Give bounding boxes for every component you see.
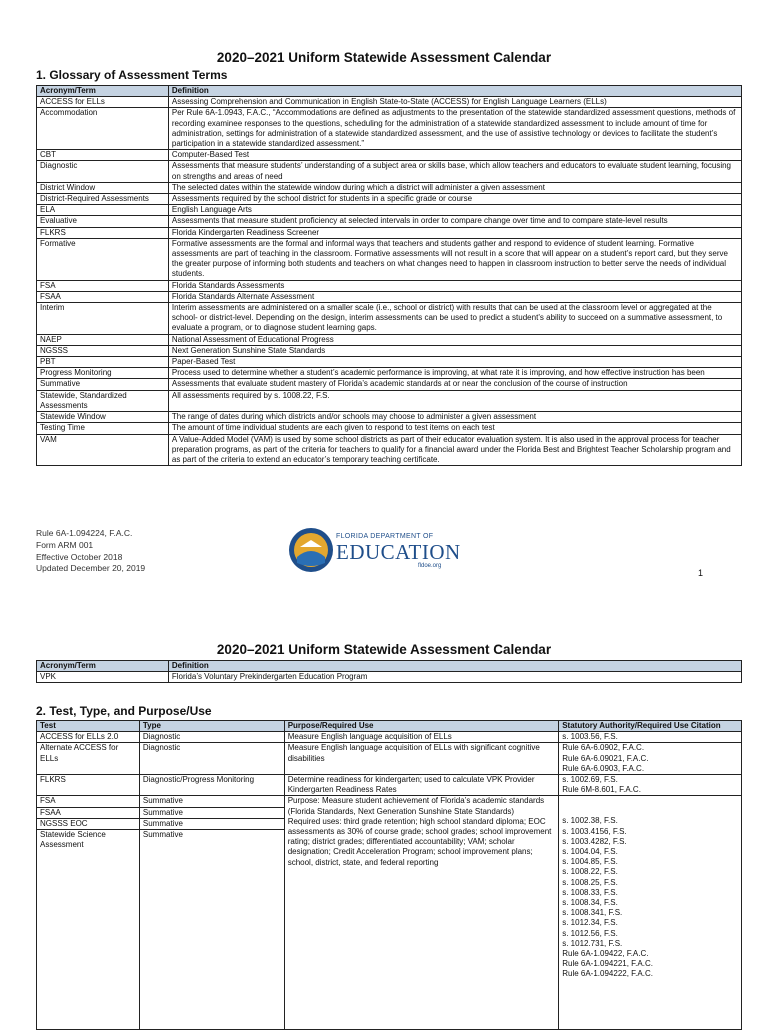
column-header-test: Test (37, 721, 140, 732)
glossary-term: Statewide, Standardized Assessments (37, 390, 169, 411)
test-type: Diagnostic (139, 743, 284, 775)
page-gap (0, 595, 768, 625)
glossary-term: District-Required Assessments (37, 194, 169, 205)
test-type: Summative (139, 796, 284, 807)
column-header-definition: Definition (168, 86, 741, 97)
glossary-row (37, 672, 742, 683)
test-type: Summative (139, 830, 284, 1030)
glossary-definition: Florida Standards Assessments (168, 280, 741, 291)
glossary-row (37, 357, 742, 368)
glossary-term: Diagnostic (37, 161, 169, 182)
glossary-term: Testing Time (37, 423, 169, 434)
test-name: NGSSS EOC (37, 818, 140, 829)
citation-line: s. 1002.38, F.S. (562, 816, 618, 826)
glossary-definition: Next Generation Sunshine State Standards (168, 345, 741, 356)
logo-education: EDUCATION (336, 540, 461, 564)
citation-line: s. 1003.4282, F.S. (562, 836, 627, 846)
column-header-term: Acronym/Term (37, 86, 169, 97)
glossary-definition: Per Rule 6A-1.0943, F.A.C., “Accommodations are defined as adjustments to the presentation of the statewide standardized assessment questions, methods of recording examinee responses to the questions, scheduling for the administration of a statewide standardized assessment to include amount of time for administration, settings for administration of a statewide standardized assessment, and the use of assistive technology or devices to facilitate the student’s participation in a statewide standardized assessment.” (168, 108, 741, 150)
glossary-row (37, 161, 742, 182)
glossary-definition: The range of dates during which districts and/or schools may choose to administer a given assessment (168, 412, 741, 423)
citation-line: s. 1008.34, F.S. (562, 898, 618, 908)
glossary-row (37, 238, 742, 280)
glossary-definition: Assessing Comprehension and Communication in English State-to-State (ACCESS) for English Language Learners (ELLs) (168, 97, 741, 108)
test-type: Summative (139, 807, 284, 818)
glossary-term: Interim (37, 303, 169, 335)
citation-line: s. 1008.341, F.S. (562, 908, 623, 918)
test-row (37, 743, 742, 775)
test-purpose: Measure English language acquisition of ELLs (284, 732, 559, 743)
glossary-term: FSAA (37, 291, 169, 302)
glossary-definition: Computer-Based Test (168, 150, 741, 161)
glossary-definition: The amount of time individual students are each given to respond to test items on each test (168, 423, 741, 434)
glossary-definition: A Value-Added Model (VAM) is used by some school districts as part of their educator evaluation system. It is also used in the approval process for teacher preparation programs, as part of the criteria for teachers to qualify for a financial award under the Florida Best and Brightest Teacher Scholarship program and as part of the criteria to extend an educator’s temporary teaching certificate. (168, 434, 741, 466)
glossary-term: Progress Monitoring (37, 368, 169, 379)
glossary-definition: The selected dates within the statewide window during which a district will administer a given assessment (168, 182, 741, 193)
glossary-row (37, 334, 742, 345)
glossary-row (37, 434, 742, 466)
glossary-term: Formative (37, 238, 169, 280)
glossary-term: NAEP (37, 334, 169, 345)
page-number: 1 (698, 568, 704, 578)
test-name: Alternate ACCESS for ELLs (37, 743, 140, 775)
glossary-row (37, 379, 742, 390)
fldoe-logo (288, 525, 461, 575)
document-title: 2020–2021 Uniform Statewide Assessment Calendar (216, 642, 552, 657)
glossary-row (37, 216, 742, 227)
glossary-row (37, 150, 742, 161)
test-group-citations (559, 796, 742, 1030)
logo-url: fldoe.org (418, 563, 442, 569)
glossary-term: VAM (37, 434, 169, 466)
glossary-term: FLKRS (37, 227, 169, 238)
glossary-term: NGSSS (37, 345, 169, 356)
citation-line: s. 1012.34, F.S. (562, 918, 618, 928)
glossary-term: Accommodation (37, 108, 169, 150)
glossary-definition: Florida’s Voluntary Prekindergarten Education Program (168, 672, 741, 683)
page-2 (0, 625, 768, 1024)
glossary-row (37, 291, 742, 302)
glossary-term: VPK (37, 672, 169, 683)
glossary-term: PBT (37, 357, 169, 368)
glossary-definition: Assessments required by the school district for students in a specific grade or course (168, 194, 741, 205)
glossary-row (37, 423, 742, 434)
glossary-row (37, 194, 742, 205)
purpose-text: Purpose: Measure student achievement of Florida’s academic standards (Florida Standards, Next Generation Sunshine State Standards) (287, 796, 545, 816)
glossary-term: FSA (37, 280, 169, 291)
test-name: ACCESS for ELLs 2.0 (37, 732, 140, 743)
column-header-purpose: Purpose/Required Use (284, 721, 559, 732)
glossary-definition: Assessments that evaluate student mastery of Florida’s academic standards at or near the conclusion of the course of instruction (168, 379, 741, 390)
glossary-header-row (37, 661, 742, 672)
footer-line: Form ARM 001 (36, 539, 94, 550)
column-header-type: Type (139, 721, 284, 732)
document-title: 2020–2021 Uniform Statewide Assessment Calendar (216, 50, 552, 65)
glossary-row (37, 182, 742, 193)
glossary-definition: Assessments that measure students’ understanding of a subject area or skills base, which allow teachers and educators to evaluate student learning, focusing on strengths and areas of need (168, 161, 741, 182)
test-purpose: Measure English language acquisition of ELLs with significant cognitive disabilities (284, 743, 559, 775)
footer-line: Updated December 20, 2019 (36, 563, 146, 574)
test-citation: s. 1003.56, F.S. (559, 732, 742, 743)
glossary-definition: Florida Kindergarten Readiness Screener (168, 227, 741, 238)
test-name: FSAA (37, 807, 140, 818)
test-purpose: Determine readiness for kindergarten; used to calculate VPK Provider Kindergarten Readiness Rates (284, 775, 559, 796)
footer-line: Effective October 2018 (36, 551, 123, 562)
test-row (37, 796, 742, 807)
test-citation: Rule 6A-6.0902, F.A.C. Rule 6A-6.09021, F.A.C. Rule 6A-6.0903, F.A.C. (559, 743, 742, 775)
glossary-definition: All assessments required by s. 1008.22, F.S. (168, 390, 741, 411)
citation-line: s. 1004.85, F.S. (562, 857, 618, 867)
glossary-row (37, 368, 742, 379)
section-heading-tests: 2. Test, Type, and Purpose/Use (36, 704, 212, 718)
citation-line: Rule 6A-1.094221, F.A.C. (562, 959, 653, 969)
glossary-row (37, 97, 742, 108)
glossary-definition: National Assessment of Educational Progress (168, 334, 741, 345)
test-type: Diagnostic/Progress Monitoring (139, 775, 284, 796)
glossary-row (37, 205, 742, 216)
glossary-definition: English Language Arts (168, 205, 741, 216)
citation-line: s. 1012.56, F.S. (562, 928, 618, 938)
citation-line: s. 1004.04, F.S. (562, 847, 618, 857)
glossary-row (37, 345, 742, 356)
glossary-term: Summative (37, 379, 169, 390)
glossary-term: Evaluative (37, 216, 169, 227)
test-name: FSA (37, 796, 140, 807)
test-type: Diagnostic (139, 732, 284, 743)
test-row (37, 775, 742, 796)
footer-line: Rule 6A-1.094224, F.A.C. (36, 528, 133, 538)
glossary-row (37, 108, 742, 150)
glossary-definition: Assessments that measure student proficiency at selected intervals in order to compare change over time and to compare state-level results (168, 216, 741, 227)
glossary-row (37, 412, 742, 423)
glossary-definition: Interim assessments are administered on a smaller scale (i.e., school or district) with results that can be used at the classroom level or aggregated at the school- or district-level. Depending on the design, interim assessments can be used to predict a student’s ability to succeed on a summative assessment, to evaluate a program, or to diagnose student learning gaps. (168, 303, 741, 335)
citation-line: s. 1008.33, F.S. (562, 887, 618, 897)
tests-table (36, 720, 742, 1030)
glossary-continued-table (36, 660, 742, 683)
test-type: Summative (139, 818, 284, 829)
glossary-term: ACCESS for ELLs (37, 97, 169, 108)
logo-department: FLORIDA DEPARTMENT OF (336, 533, 434, 540)
glossary-row (37, 390, 742, 411)
glossary-definition: Paper-Based Test (168, 357, 741, 368)
glossary-definition: Process used to determine whether a student’s academic performance is improving, at what rate it is improving, and how effective instruction has been (168, 368, 741, 379)
citation-line: s. 1008.25, F.S. (562, 877, 618, 887)
test-citation: s. 1002.69, F.S. Rule 6M-8.601, F.A.C. (559, 775, 742, 796)
tests-header-row (37, 721, 742, 732)
glossary-term: ELA (37, 205, 169, 216)
glossary-definition: Florida Standards Alternate Assessment (168, 291, 741, 302)
glossary-definition: Formative assessments are the formal and informal ways that teachers and students gather and respond to evidence of student learning. Formative assessments are part of teaching in the classroom. Formative assessments will not result in a score that will appear on a student’s report card, but they serve the greater purpose of informing both students and teachers on what changes need to happen in classroom instruction to better serve the needs of individual students. (168, 238, 741, 280)
column-header-term: Acronym/Term (37, 661, 169, 672)
glossary-term: CBT (37, 150, 169, 161)
column-header-citation: Statutory Authority/Required Use Citation (559, 721, 742, 732)
citation-line: s. 1012.731, F.S. (562, 938, 623, 948)
glossary-row (37, 280, 742, 291)
test-row (37, 732, 742, 743)
seal-icon (288, 527, 334, 573)
glossary-header-row (37, 86, 742, 97)
citation-line: s. 1008.22, F.S. (562, 867, 618, 877)
citation-line: Rule 6A-1.09422, F.A.C. (562, 949, 649, 959)
citation-line: Rule 6A-1.094222, F.A.C. (562, 969, 653, 979)
test-name: FLKRS (37, 775, 140, 796)
citation-line: s. 1003.4156, F.S. (562, 826, 627, 836)
test-name: Statewide Science Assessment (37, 830, 140, 1030)
column-header-definition: Definition (168, 661, 741, 672)
glossary-term: District Window (37, 182, 169, 193)
test-group-purpose (284, 796, 559, 1030)
glossary-term: Statewide Window (37, 412, 169, 423)
section-heading-glossary: 1. Glossary of Assessment Terms (36, 68, 228, 82)
required-uses-text: Required uses: third grade retention; high school standard diploma; EOC assessments as 30% of course grade; school grades; school improvement rating; district grades; differentiated accountability; VAM; scholar designation; Credit Acceleration Program; school improvement plans; school, district, state, and federal reporting (287, 816, 552, 867)
glossary-table (36, 85, 742, 466)
footer-rule-info (36, 528, 145, 575)
glossary-row (37, 303, 742, 335)
glossary-row (37, 227, 742, 238)
